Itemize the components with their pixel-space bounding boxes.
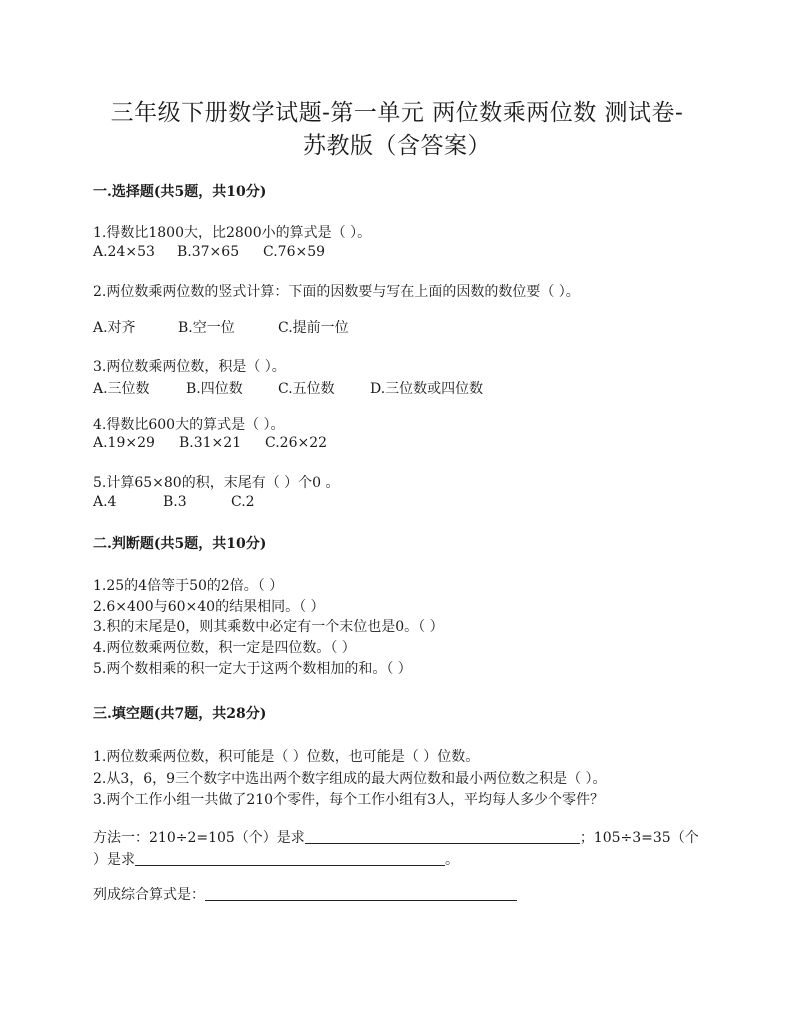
option-a: A.24×53 xyxy=(93,244,155,260)
question-1-5: 5.计算65×80的积，末尾有（ ）个0 。 xyxy=(93,475,340,491)
question-1-4: 4.得数比600大的算式是（ ）。 xyxy=(93,417,285,433)
option-b: B.3 xyxy=(163,494,187,510)
option-b: B.31×21 xyxy=(179,435,242,451)
judge-item-4: 4.两位数乘两位数，积一定是四位数。（ ） xyxy=(93,640,356,656)
combined-formula-line xyxy=(93,884,517,904)
answer-blank-3[interactable] xyxy=(205,886,517,901)
method-1-line-2 xyxy=(93,849,459,869)
method-1-line xyxy=(93,827,699,847)
page-title-line-1: 三年级下册数学试题-第一单元 两位数乘两位数 测试卷- xyxy=(110,100,684,126)
answer-blank-2[interactable] xyxy=(135,851,445,866)
question-1-2-options xyxy=(93,317,349,337)
option-c: C.五位数 xyxy=(278,381,335,397)
section-2-heading: 二.判断题(共5题，共10分) xyxy=(93,536,267,552)
option-c: C.26×22 xyxy=(265,435,328,451)
method-1-text-b: ；105÷3=35（个 xyxy=(579,830,699,846)
section-1-heading: 一.选择题(共5题，共10分) xyxy=(93,184,267,200)
answer-blank-1[interactable] xyxy=(305,829,580,844)
option-a: A.4 xyxy=(93,494,117,510)
question-1-1: 1.得数比1800大，比2800小的算式是（ ）。 xyxy=(93,225,372,241)
option-a: A.三位数 xyxy=(93,381,150,397)
section-3-heading: 三.填空题(共7题，共28分) xyxy=(93,706,267,722)
option-c: C.2 xyxy=(231,494,255,510)
method-1-end: 。 xyxy=(445,852,459,868)
question-1-5-options xyxy=(93,494,255,510)
option-b: B.空一位 xyxy=(178,320,235,336)
option-b: B.37×65 xyxy=(177,244,240,260)
option-d: D.三位数或四位数 xyxy=(370,381,484,397)
option-c: C.76×59 xyxy=(263,244,326,260)
option-a: A.19×29 xyxy=(93,435,155,451)
question-1-2: 2.两位数乘两位数的竖式计算：下面的因数要与写在上面的因数的数位要（ ）。 xyxy=(93,284,580,300)
page-title-line-2: 苏教版（含答案） xyxy=(303,133,491,159)
question-1-3-options xyxy=(93,378,483,398)
option-c: C.提前一位 xyxy=(278,320,349,336)
question-1-1-options xyxy=(93,244,325,260)
question-1-4-options xyxy=(93,435,327,451)
judge-item-5: 5.两个数相乘的积一定大于这两个数相加的和。（ ） xyxy=(93,661,412,677)
fill-item-1: 1.两位数乘两位数，积可能是（ ）位数，也可能是（ ）位数。 xyxy=(93,749,480,765)
fill-item-3: 3.两个工作小组一共做了210个零件，每个工作小组有3人，平均每人多少个零件？ xyxy=(93,792,604,808)
question-1-3: 3.两位数乘两位数，积是（ ）。 xyxy=(93,359,286,375)
fill-item-2: 2.从3，6，9三个数字中选出两个数字组成的最大两位数和最小两位数之积是（ ）。 xyxy=(93,771,607,787)
option-a: A.对齐 xyxy=(93,320,136,336)
judge-item-2: 2.6×400与60×40的结果相同。（ ） xyxy=(93,599,325,615)
judge-item-3: 3.积的末尾是0，则其乘数中必定有一个末位也是0。（ ） xyxy=(93,619,444,635)
method-1-text-a: 方法一：210÷2=105（个）是求 xyxy=(93,830,305,846)
method-1-text-c: ）是求 xyxy=(93,852,135,868)
combined-formula-label: 列成综合算式是： xyxy=(93,887,205,903)
judge-item-1: 1.25的4倍等于50的2倍。（ ） xyxy=(93,578,284,594)
option-b: B.四位数 xyxy=(186,381,243,397)
